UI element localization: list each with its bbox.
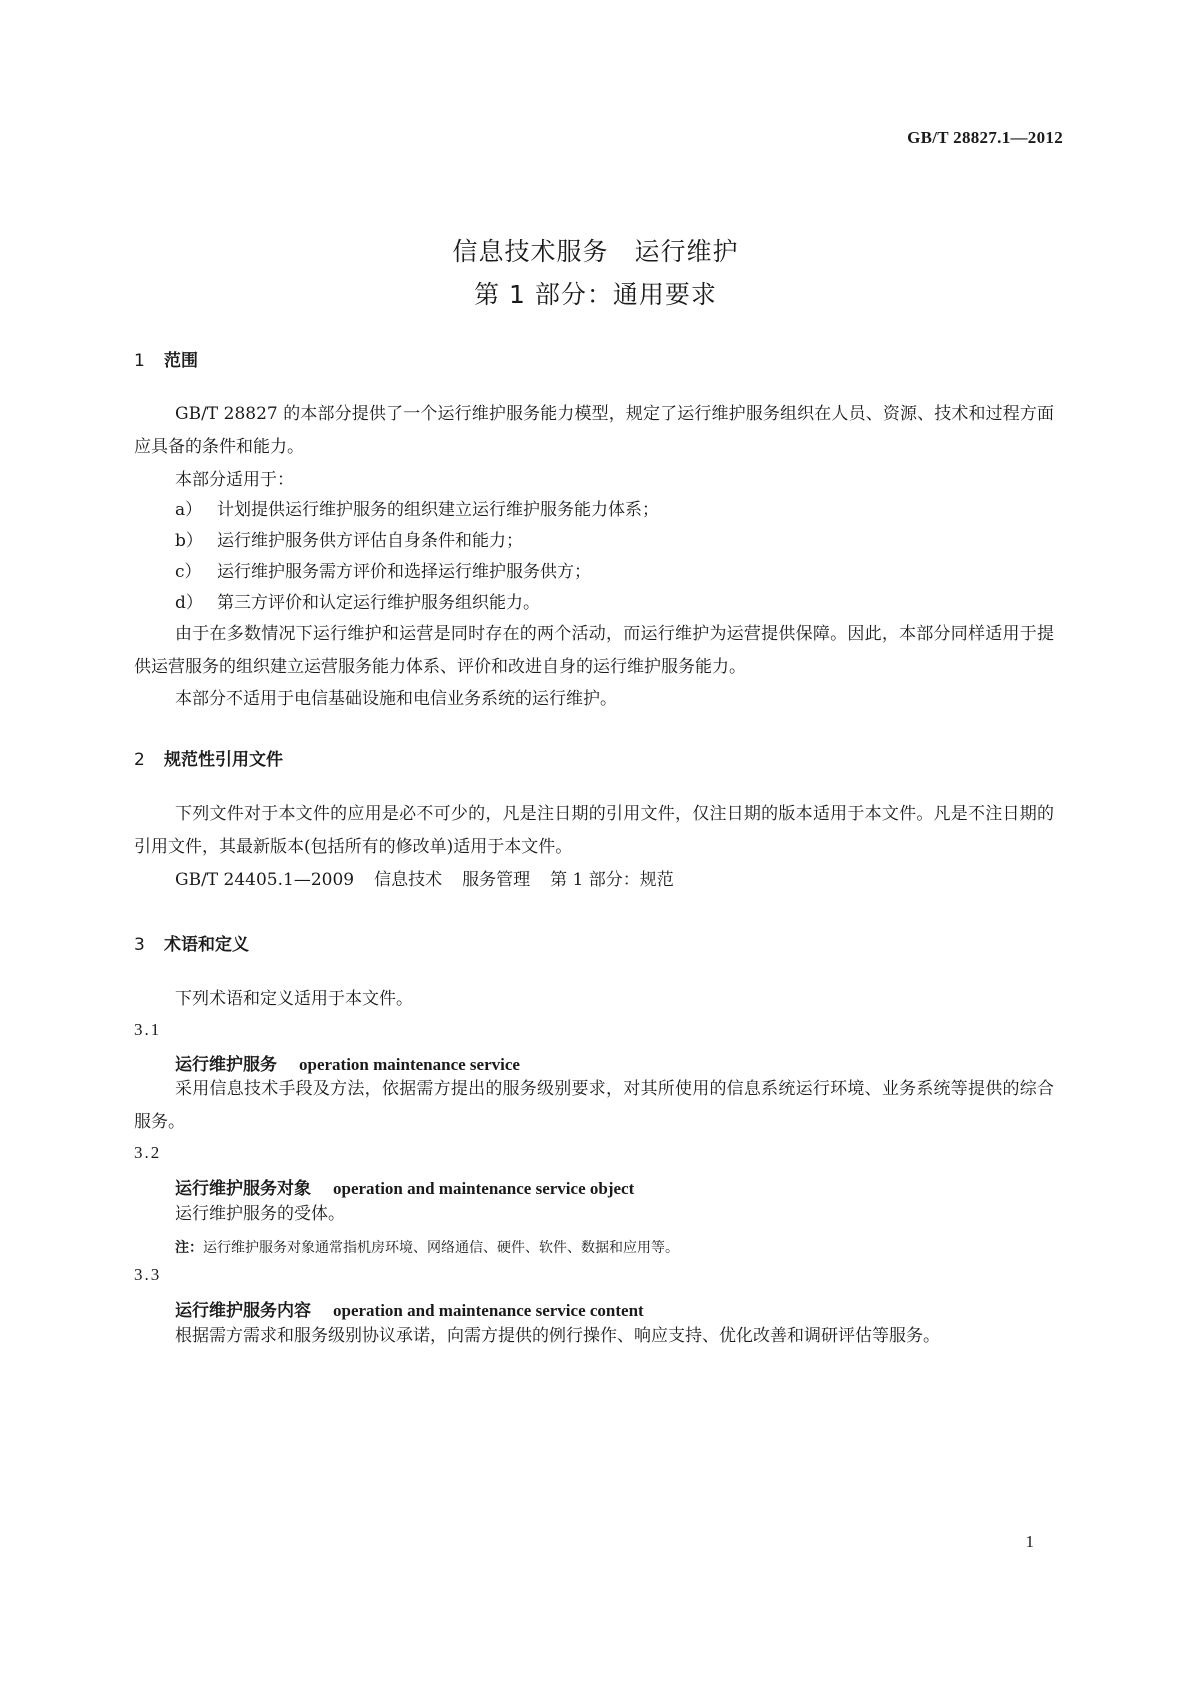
list-item-label: b） <box>175 531 203 551</box>
section-2-heading <box>134 745 283 770</box>
term-definition: 运行维护服务的受体。 <box>175 1204 345 1224</box>
normative-reference <box>175 864 694 897</box>
section-1-paragraph-4: 本部分不适用于电信基础设施和电信业务系统的运行维护。 <box>175 689 617 709</box>
list-item <box>175 525 523 558</box>
section-2-number: 2 <box>134 750 145 770</box>
document-title-line2: 第 1 部分：通用要求 <box>474 280 717 309</box>
section-3-number: 3 <box>134 935 145 955</box>
list-item-text: 计划提供运行维护服务的组织建立运行维护服务能力体系； <box>217 500 659 520</box>
document-title-line1: 信息技术服务 运行维护 <box>452 237 739 266</box>
section-1-number: 1 <box>134 351 145 371</box>
page-number: 1 <box>1025 1532 1034 1551</box>
term-chinese: 运行维护服务 <box>175 1055 277 1075</box>
section-3-title: 术语和定义 <box>164 935 249 955</box>
term-heading <box>175 1174 634 1199</box>
list-item-text: 第三方评价和认定运行维护服务组织能力。 <box>217 593 540 613</box>
reference-code: GB/T 24405.1—2009 <box>175 870 355 890</box>
term-heading <box>175 1050 520 1075</box>
section-3-heading <box>134 930 249 955</box>
clause-number: 3.2 <box>134 1143 162 1162</box>
standard-code: GB/T 28827.1—2012 <box>907 128 1063 147</box>
section-2-paragraph-1: 下列文件对于本文件的应用是必不可少的，凡是注日期的引用文件，仅注日期的版本适用于本文件。凡是不注日期的引用文件，其最新版本(包括所有的修改单)适用于本文件。 <box>134 804 1054 857</box>
reference-title-part-a: 信息技术 <box>374 870 443 890</box>
section-1-paragraph-3: 由于在多数情况下运行维护和运营是同时存在的两个活动，而运行维护为运营提供保障。因此，本部分同样适用于提供运营服务的组织建立运营服务能力体系、评价和改进自身的运行维护服务能力。 <box>134 624 1054 677</box>
reference-title-part-b: 服务管理 <box>462 870 531 890</box>
section-1-paragraph-1: GB/T 28827 的本部分提供了一个运行维护服务能力模型，规定了运行维护服务组织在人员、资源、技术和过程方面应具备的条件和能力。 <box>134 404 1054 457</box>
list-item-label: c） <box>175 562 202 582</box>
list-item <box>175 587 540 620</box>
section-1-heading <box>134 346 198 371</box>
section-3-intro: 下列术语和定义适用于本文件。 <box>175 989 413 1009</box>
term-note <box>175 1237 679 1257</box>
clause-number: 3.3 <box>134 1265 162 1284</box>
list-item-text: 运行维护服务供方评估自身条件和能力； <box>217 531 523 551</box>
term-definition: 根据需方需求和服务级别协议承诺，向需方提供的例行操作、响应支持、优化改善和调研评估等服务。 <box>175 1326 940 1346</box>
list-item <box>175 494 659 527</box>
term-english: operation and maintenance service content <box>333 1301 644 1320</box>
section-2-title: 规范性引用文件 <box>164 750 283 770</box>
reference-title-part-c: 第 1 部分：规范 <box>550 870 674 890</box>
term-english: operation maintenance service <box>299 1055 520 1074</box>
clause-number: 3.1 <box>134 1020 162 1039</box>
section-1-paragraph-2: 本部分适用于： <box>175 470 294 490</box>
list-item-text: 运行维护服务需方评价和选择运行维护服务供方； <box>217 562 591 582</box>
term-chinese: 运行维护服务内容 <box>175 1301 311 1321</box>
section-1-title: 范围 <box>164 351 198 371</box>
term-english: operation and maintenance service object <box>333 1179 635 1198</box>
list-item-label: a） <box>175 500 203 520</box>
note-text: 运行维护服务对象通常指机房环境、网络通信、硬件、软件、数据和应用等。 <box>203 1240 679 1256</box>
list-item-label: d） <box>175 593 203 613</box>
term-definition: 采用信息技术手段及方法，依据需方提出的服务级别要求，对其所使用的信息系统运行环境、业务系统等提供的综合服务。 <box>134 1079 1054 1132</box>
note-label: 注： <box>175 1240 203 1256</box>
term-chinese: 运行维护服务对象 <box>175 1179 311 1199</box>
list-item <box>175 556 591 589</box>
term-heading <box>175 1296 644 1321</box>
